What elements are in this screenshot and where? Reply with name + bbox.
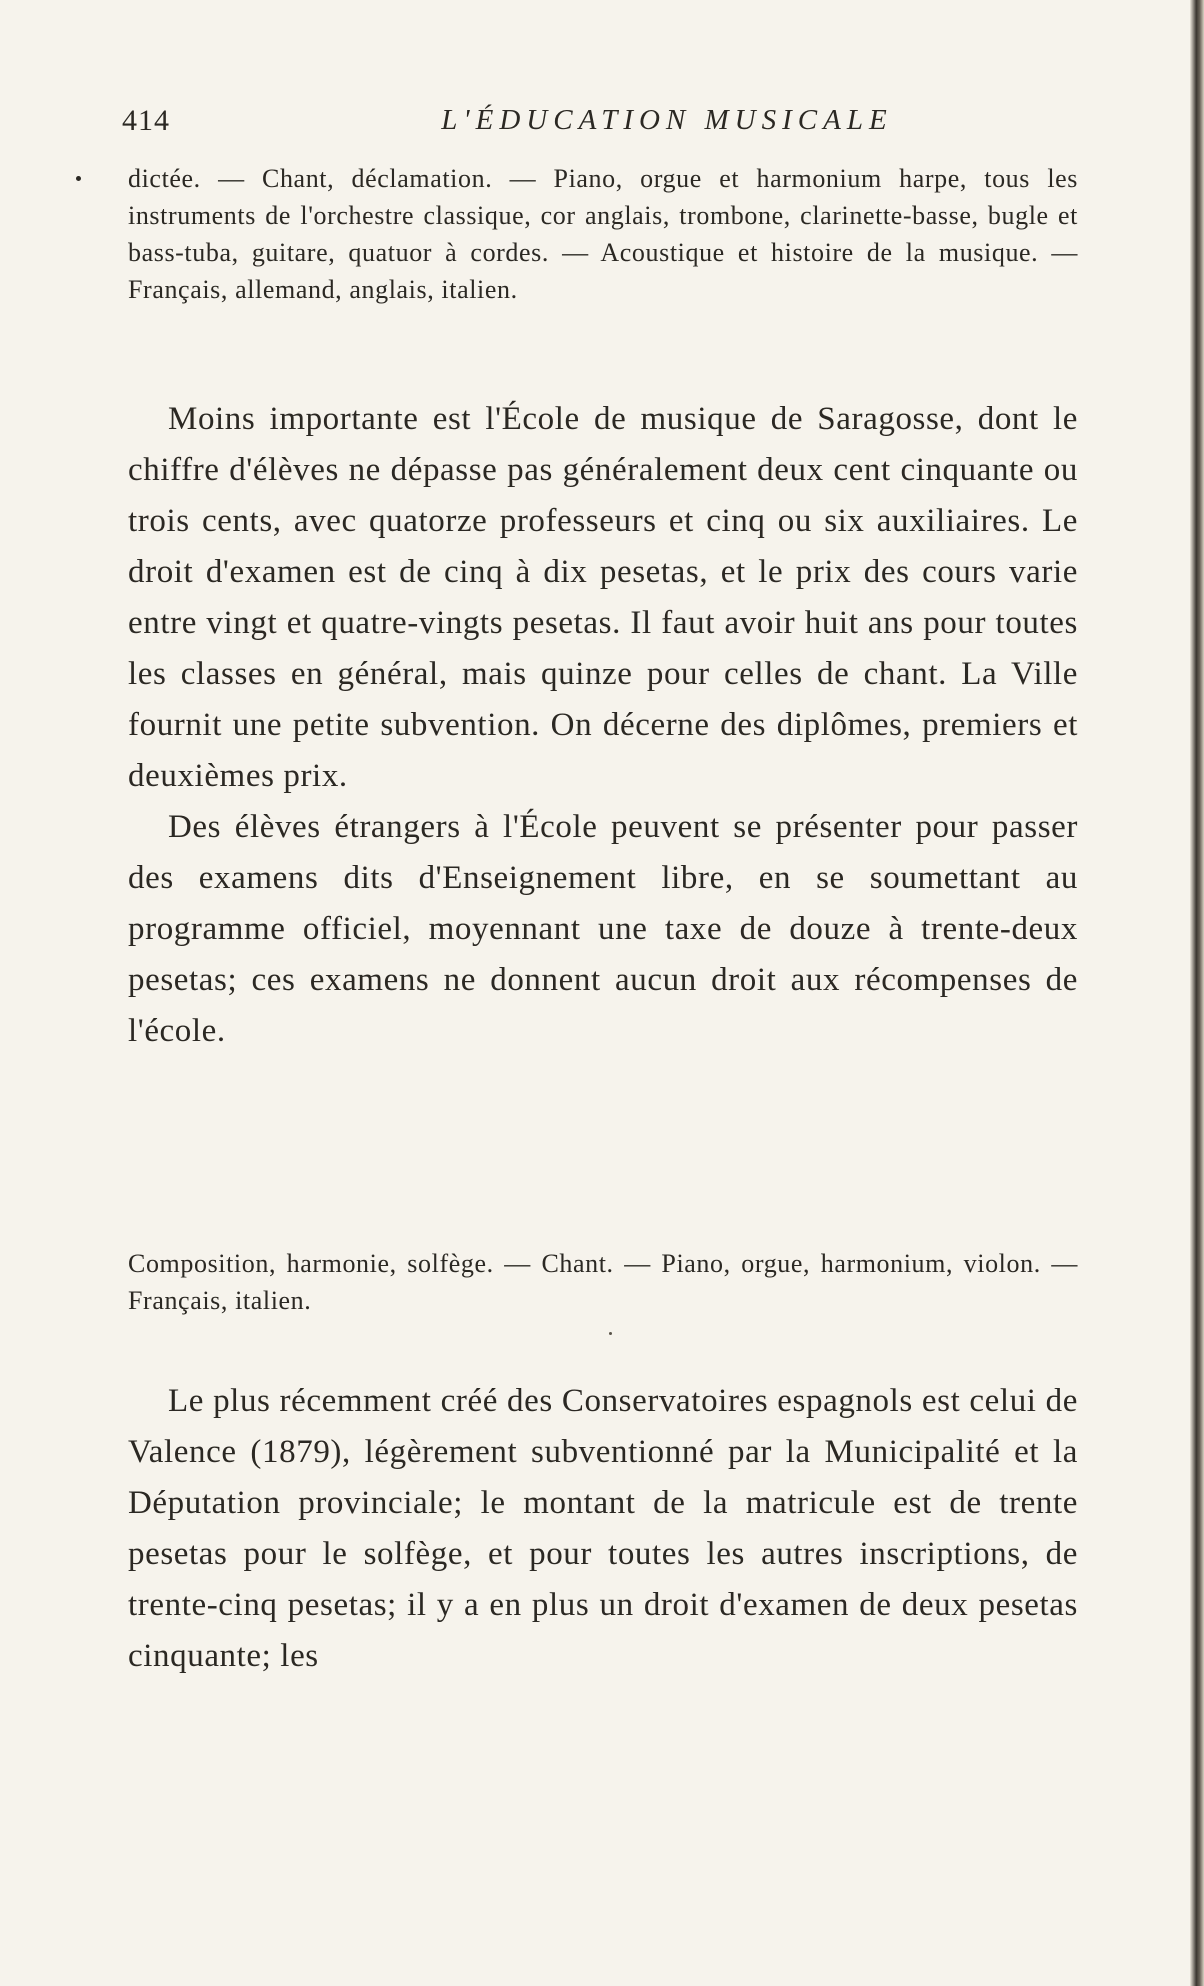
- saragosse-section: [128, 394, 1078, 1057]
- margin-dot: [76, 176, 81, 181]
- paragraph-saragosse: Moins importante est l'École de musique de Saragosse, dont le chiffre d'élèves ne dépasse pas généralement deux cent cinquante ou trois cents, avec quatorze professeurs et cinq ou six auxiliaires. Le droit d'examen est de cinq à dix pesetas, et le prix des cours varie entre vingt et quatre-vingts pesetas. Il faut avoir huit ans pour toutes les classes en général, mais quinze pour celles de chant. La Ville fournit une petite subvention. On décerne des diplômes, premiers et deuxièmes prix.: [128, 401, 1078, 794]
- course-list-text: dictée. — Chant, déclamation. — Piano, orgue et harmonium harpe, tous les instruments de l'orchestre classique, cor anglais, trombone, clarinette-basse, bugle et bass-tuba, guitare, quatuor à cordes. — Acoustique et histoire de la musique. — Français, allemand, anglais, italien.: [128, 164, 1078, 304]
- valence-section: [128, 1376, 1078, 1682]
- course-list-text-2: Composition, harmonie, solfège. — Chant. — Piano, orgue, harmonium, violon. — Français, italien.: [128, 1249, 1078, 1315]
- paragraph-valence: Le plus récemment créé des Conservatoires espagnols est celui de Valence (1879), légèrement subventionné par la Municipalité et la Députation provinciale; le montant de la matricule est de trente pesetas pour le solfège, et pour toutes les autres inscriptions, de trente-cinq pesetas; il y a en plus un droit d'examen de deux pesetas cinquante; les: [128, 1383, 1078, 1674]
- paragraph-foreign-students: Des élèves étrangers à l'École peuvent se présenter pour passer des examens dits d'Enseignement libre, en se soumettant au programme officiel, moyennant une taxe de douze à trente-deux pesetas; ces examens ne donnent aucun droit aux récompenses de l'école.: [128, 809, 1078, 1049]
- course-list-barcelona: [128, 160, 1078, 308]
- running-title: L'ÉDUCATION MUSICALE: [441, 104, 893, 136]
- course-list-saragosse: [128, 1245, 1078, 1319]
- ornament-dot: [609, 1332, 612, 1335]
- page-number: 414: [122, 104, 170, 137]
- page-edge-shadow: [1190, 0, 1204, 1986]
- page-header: [122, 104, 1072, 144]
